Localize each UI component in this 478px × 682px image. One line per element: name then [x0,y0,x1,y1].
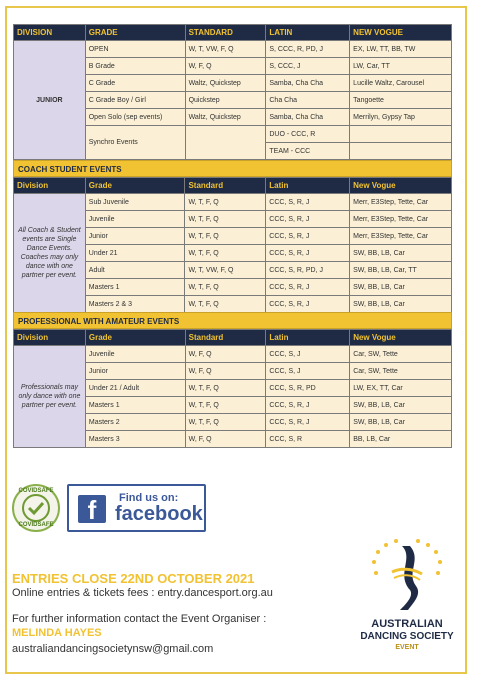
header-new-vogue: NEW VOGUE [350,25,452,41]
latin-cell: S, CCC, R, PD, J [266,41,350,58]
ads-logo [352,538,462,663]
latin-cell: CCC, S, R [266,431,350,448]
junior-table [13,24,452,160]
latin-cell: DUO - CCC, R [266,126,350,143]
latin-cell: Samba, Cha Cha [266,75,350,92]
new-vogue-cell [350,143,452,160]
grade-cell: Masters 2 [85,414,185,431]
standard-cell: W, T, VW, F, Q [185,262,266,279]
standard-cell: W, T, F, Q [185,245,266,262]
facebook-brand-label: facebook [115,503,203,525]
latin-cell: CCC, S, R, J [266,279,350,296]
header-new-vogue: New Vogue [350,330,452,346]
new-vogue-cell: Car, SW, Tette [350,346,452,363]
facebook-icon: f [78,495,106,523]
header-division: Division [14,330,86,346]
new-vogue-cell: Merr, E3Step, Tette, Car [350,194,452,211]
table-row [14,346,452,363]
standard-cell: W, T, F, Q [185,397,266,414]
coach-table [13,177,452,313]
latin-cell: CCC, S, R, J [266,397,350,414]
new-vogue-cell: BB, LB, Car [350,431,452,448]
new-vogue-cell: SW, BB, LB, Car [350,245,452,262]
header-grade: Grade [85,330,185,346]
contact-text: For further information contact the Event Organiser : [12,613,267,625]
new-vogue-cell: EX, LW, TT, BB, TW [350,41,452,58]
header-standard: Standard [185,178,266,194]
header-latin: Latin [266,330,350,346]
header-division: DIVISION [14,25,86,41]
standard-cell: W, T, F, Q [185,380,266,397]
grade-cell: Junior [85,228,185,245]
grade-cell: Synchro Events [85,126,185,160]
latin-cell: CCC, S, R, J [266,194,350,211]
latin-cell: Cha Cha [266,92,350,109]
table-row [14,194,452,211]
latin-cell: CCC, S, R, J [266,211,350,228]
header-new-vogue: New Vogue [350,178,452,194]
new-vogue-cell [350,126,452,143]
ads-emblem-icon [352,538,462,616]
grade-cell: Masters 3 [85,431,185,448]
standard-cell: W, F, Q [185,346,266,363]
standard-cell: Waltz, Quickstep [185,75,266,92]
latin-cell: Samba, Cha Cha [266,109,350,126]
grade-cell: Sub Juvenile [85,194,185,211]
section-professional: PROFESSIONAL WITH AMATEUR EVENTS [13,312,452,329]
latin-cell: TEAM - CCC [266,143,350,160]
grade-cell: Junior [85,363,185,380]
header-standard: STANDARD [185,25,266,41]
standard-cell [185,126,266,160]
grade-cell: Juvenile [85,211,185,228]
ads-logo-line2: DANCING SOCIETY [360,631,454,642]
covidsafe-check-icon [22,494,50,522]
new-vogue-cell: SW, BB, LB, Car [350,279,452,296]
standard-cell: W, T, F, Q [185,228,266,245]
latin-cell: CCC, S, R, PD, J [266,262,350,279]
header-grade: Grade [85,178,185,194]
standard-cell: W, T, F, Q [185,414,266,431]
facebook-find-label: Find us on: [119,492,179,504]
standard-cell: W, F, Q [185,58,266,75]
latin-cell: CCC, S, J [266,363,350,380]
division-pro-note: Professionals may only dance with one partner per event. [14,346,86,448]
facebook-button[interactable] [67,484,206,532]
badge-text-top: COVIDSAFE [18,488,54,494]
pro-header-row [14,330,452,346]
grade-cell: Adult [85,262,185,279]
header-standard: Standard [185,330,266,346]
new-vogue-cell: SW, BB, LB, Car, TT [350,262,452,279]
new-vogue-cell: LW, EX, TT, Car [350,380,452,397]
header-division: Division [14,178,86,194]
standard-cell: W, F, Q [185,363,266,380]
organiser-name: MELINDA HAYES [12,627,102,639]
standard-cell: Quickstep [185,92,266,109]
new-vogue-cell: Merrilyn, Gypsy Tap [350,109,452,126]
new-vogue-cell: LW, Car, TT [350,58,452,75]
standard-cell: W, T, F, Q [185,194,266,211]
new-vogue-cell: Tangoette [350,92,452,109]
new-vogue-cell: Car, SW, Tette [350,363,452,380]
entries-close-heading: ENTRIES CLOSE 22ND OCTOBER 2021 [12,571,255,586]
latin-cell: CCC, S, R, J [266,296,350,313]
standard-cell: W, T, VW, F, Q [185,41,266,58]
new-vogue-cell: SW, BB, LB, Car [350,296,452,313]
online-entries-text: Online entries & tickets fees : entry.dancesport.org.au [12,587,273,599]
badge-text-bottom: COVIDSAFE [18,522,54,528]
header-latin: Latin [266,178,350,194]
grade-cell: Under 21 [85,245,185,262]
latin-cell: CCC, S, R, J [266,245,350,262]
grade-cell: Open Solo (sep events) [85,109,185,126]
grade-cell: OPEN [85,41,185,58]
table-row [14,41,452,58]
standard-cell: W, F, Q [185,431,266,448]
grade-cell: Masters 2 & 3 [85,296,185,313]
latin-cell: CCC, S, J [266,346,350,363]
professional-table [13,329,452,448]
ads-logo-line3: EVENT [395,644,419,651]
coach-header-row [14,178,452,194]
junior-header-row [14,25,452,41]
grade-cell: B Grade [85,58,185,75]
grade-cell: C Grade [85,75,185,92]
grade-cell: C Grade Boy / Girl [85,92,185,109]
new-vogue-cell: SW, BB, LB, Car [350,414,452,431]
new-vogue-cell: Merr, E3Step, Tette, Car [350,228,452,245]
latin-cell: CCC, S, R, PD [266,380,350,397]
header-latin: LATIN [266,25,350,41]
grade-cell: Under 21 / Adult [85,380,185,397]
header-grade: GRADE [85,25,185,41]
grade-cell: Juvenile [85,346,185,363]
grade-cell: Masters 1 [85,397,185,414]
new-vogue-cell: Lucille Waltz, Carousel [350,75,452,92]
contact-email[interactable]: australiandancingsocietynsw@gmail.com [12,643,214,655]
standard-cell: W, T, F, Q [185,279,266,296]
division-junior: JUNIOR [14,41,86,160]
ads-logo-line1: AUSTRALIAN [371,618,443,630]
division-coach-note: All Coach & Student events are Single Dance Events. Coaches may only dance with one partner per event. [14,194,86,313]
new-vogue-cell: Merr, E3Step, Tette, Car [350,211,452,228]
latin-cell: S, CCC, J [266,58,350,75]
latin-cell: CCC, S, R, J [266,228,350,245]
new-vogue-cell: SW, BB, LB, Car [350,397,452,414]
standard-cell: Waltz, Quickstep [185,109,266,126]
grade-cell: Masters 1 [85,279,185,296]
covidsafe-badge [12,484,60,532]
latin-cell: CCC, S, R, J [266,414,350,431]
standard-cell: W, T, F, Q [185,296,266,313]
standard-cell: W, T, F, Q [185,211,266,228]
section-coach-student: COACH STUDENT EVENTS [13,160,452,177]
